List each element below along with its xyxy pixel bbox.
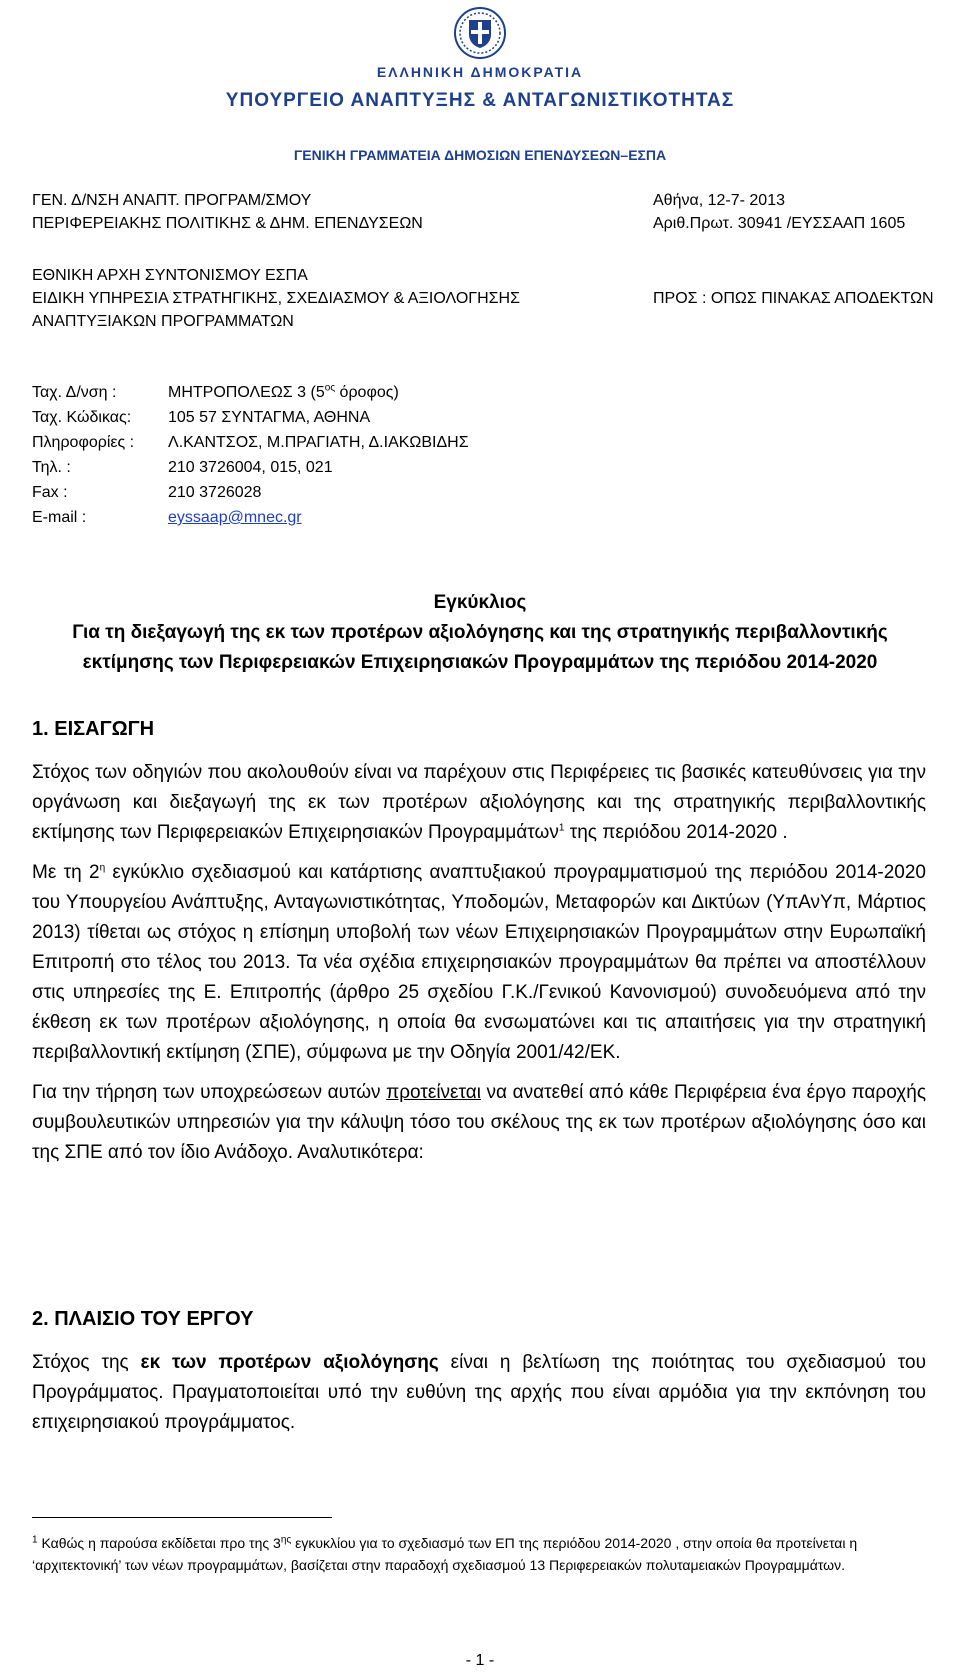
letterhead-emblem	[0, 6, 960, 65]
contact-value: Λ.ΚΑΝΤΣΟΣ, Μ.ΠΡΑΓΙΑΤΗ, Δ.ΙΑΚΩΒΙΔΗΣ	[168, 434, 469, 451]
section-1-paragraph-2: Με τη $2^\eta$ εγκύκλιο σχεδιασμού και κατάρτισης αναπτυξιακού προγραμματισμού της περιόδου 2014-2020 του Υπουργείου Ανάπτυξης, Ανταγωνιστικότητας, Υποδομών, Μεταφορών και Δικτύων (ΥπΑνΥπ, Μάρτιος 2013) τίθεται ως στόχος η επίσημη υποβολή των νέων Επιχειρησιακών Προγραμμάτων στην Ευρωπαϊκή Επιτροπή στο τέλος του 2013. Τα νέα σχέδια επιχειρησιακών προγραμμάτων θα πρέπει να αποστέλλουν στις υπηρεσίες της Ε. Επιτροπής (άρθρο 25 σχεδίου Γ.Κ./Γενικού Κανονισμού) συνοδευόμενα από την έκθεση εκ των προτέρων αξιολόγησης, η οποία θα ενσωματώνει και τις απαιτήσεις για την στρατηγική περιβαλλοντική εκτίμηση (ΣΠΕ), σύμφωνα με την Οδηγία 2001/42/ΕΚ.	[32, 862, 926, 1063]
page-number: - 1 -	[465, 1652, 495, 1669]
section-1-heading: 1. ΕΙΣΑΓΩΓΗ	[32, 718, 155, 740]
contact-value: 105 57 ΣΥΝΤΑΓΜΑ, ΑΘΗΝΑ	[168, 409, 371, 426]
sender-line-5: ΑΝΑΠΤΥΞΙΑΚΩΝ ΠΡΟΓΡΑΜΜΑΤΩΝ	[32, 313, 294, 330]
contact-label: Τηλ. :	[32, 459, 71, 476]
circular-title	[0, 588, 960, 678]
greek-state-emblem-icon	[453, 6, 507, 60]
contact-row-tel	[32, 455, 469, 480]
contact-row-postcode	[32, 405, 469, 430]
title-line-2: Για τη διεξαγωγή της εκ των προτέρων αξιολόγησης και της στρατηγικής περιβαλλοντικής	[72, 622, 888, 643]
contact-row-fax	[32, 480, 469, 505]
title-line-3: εκτίμησης των Περιφερειακών Επιχειρησιακών Προγραμμάτων της περιόδου 2014-2020	[82, 652, 878, 673]
section-1-body	[32, 758, 926, 1168]
contact-details	[32, 380, 469, 530]
sender-line-3: ΕΘΝΙΚΗ ΑΡΧΗ ΣΥΝΤΟΝΙΣΜΟΥ ΕΣΠΑ	[32, 267, 308, 284]
section-2-heading: 2. ΠΛΑΙΣΙΟ ΤΟΥ ΕΡΓΟΥ	[32, 1308, 254, 1330]
sender-line-4: ΕΙΔΙΚΗ ΥΠΗΡΕΣΙΑ ΣΤΡΑΤΗΓΙΚΗΣ, ΣΧΕΔΙΑΣΜΟΥ & ΑΞΙΟΛΟΓΗΣΗΣ	[32, 290, 520, 307]
ministry-name: ΥΠΟΥΡΓΕΙΟ ΑΝΑΠΤΥΞΗΣ & ΑΝΤΑΓΩΝΙΣΤΙΚΟΤΗΤΑΣ	[225, 90, 735, 111]
contact-label: Πληροφορίες :	[32, 434, 135, 451]
secretariat-name: ΓΕΝΙΚΗ ΓΡΑΜΜΑΤΕΙΑ ΔΗΜΟΣΙΩΝ ΕΠΕΝΔΥΣΕΩΝ–ΕΣΠΑ	[293, 147, 667, 163]
contact-value: 210 3726004, 015, 021	[168, 459, 333, 476]
footnote-separator	[32, 1517, 332, 1518]
contact-value: 210 3726028	[168, 484, 262, 501]
footnote: $^1$ Καθώς η παρούσα εκδίδεται προ της $3^{\eta\varsigma}$ εγκυκλίου για το σχεδιασμό των ΕΠ της περιόδου 2014-2020 , στην οποία θα προτείνεται η ‘αρχιτεκτονική’ των νέων προγραμμάτων, βασίζεται στην παραδοχή σχεδιασμού 13 Περιφερειακών πολυταμειακών Προγραμμάτων.	[32, 1534, 858, 1573]
contact-label: Ταχ. Κώδικας:	[32, 409, 132, 426]
contact-row-address	[32, 380, 469, 405]
contact-label: Ταχ. Δ/νση :	[32, 384, 117, 401]
recipients: ΠΡΟΣ : ΟΠΩΣ ΠΙΝΑΚΑΣ ΑΠΟΔΕΚΤΩΝ	[653, 290, 934, 307]
section-2-paragraph-1: Στόχος της εκ των προτέρων αξιολόγησης είναι η βελτίωση της ποιότητας του σχεδιασμού του Προγράμματος. Πραγματοποιείται υπό την ευθύνη της αρχής που είναι αρμόδια για την εκπόνηση του επιχειρησιακού προγράμματος.	[32, 1352, 926, 1433]
sender-line-1: ΓΕΝ. Δ/ΝΣΗ ΑΝΑΠΤ. ΠΡΟΓΡΑΜ/ΣΜΟΥ	[32, 192, 312, 209]
title-line-1: Εγκύκλιος	[433, 592, 527, 613]
contact-row-email	[32, 505, 469, 530]
contact-row-info	[32, 430, 469, 455]
email-link[interactable]: eyssaap@mnec.gr	[168, 509, 302, 526]
protocol-number: Αριθ.Πρωτ. 30941 /ΕΥΣΣΑΑΠ 1605	[653, 215, 906, 232]
contact-label: Fax :	[32, 484, 68, 501]
contact-label: E-mail :	[32, 509, 87, 526]
section-1-paragraph-1: Στόχος των οδηγιών που ακολουθούν είναι να παρέχουν στις Περιφέρειες τις βασικές κατευθύνσεις για την οργάνωση και διεξαγωγή της εκ των προτέρων αξιολόγησης και της στρατηγικής περιβαλλοντικής εκτίμησης των Περιφερειακών Επιχειρησιακών Προγραμμάτων$^1$ της περιόδου 2014-2020 .	[32, 762, 926, 843]
republic-name: ΕΛΛΗΝΙΚΗ ΔΗΜΟΚΡΑΤΙΑ	[376, 64, 584, 80]
section-2-body	[32, 1348, 926, 1438]
contact-value: ΜΗΤΡΟΠΟΛΕΩΣ 3 ($5^{o\varsigma}$ όροφος)	[168, 382, 399, 401]
document-date: Αθήνα, 12-7- 2013	[653, 192, 785, 209]
sender-line-2: ΠΕΡΙΦΕΡΕΙΑΚΗΣ ΠΟΛΙΤΙΚΗΣ & ΔΗΜ. ΕΠΕΝΔΥΣΕΩΝ	[32, 215, 423, 232]
section-1-paragraph-3: Για την τήρηση των υποχρεώσεων αυτών προτείνεται να ανατεθεί από κάθε Περιφέρεια ένα έργο παροχής συμβουλευτικών υπηρεσιών για την κάλυψη τόσο του σκέλους της εκ των προτέρων αξιολόγησης όσο και της ΣΠΕ από τον ίδιο Ανάδοχο. Αναλυτικότερα:	[32, 1082, 926, 1163]
